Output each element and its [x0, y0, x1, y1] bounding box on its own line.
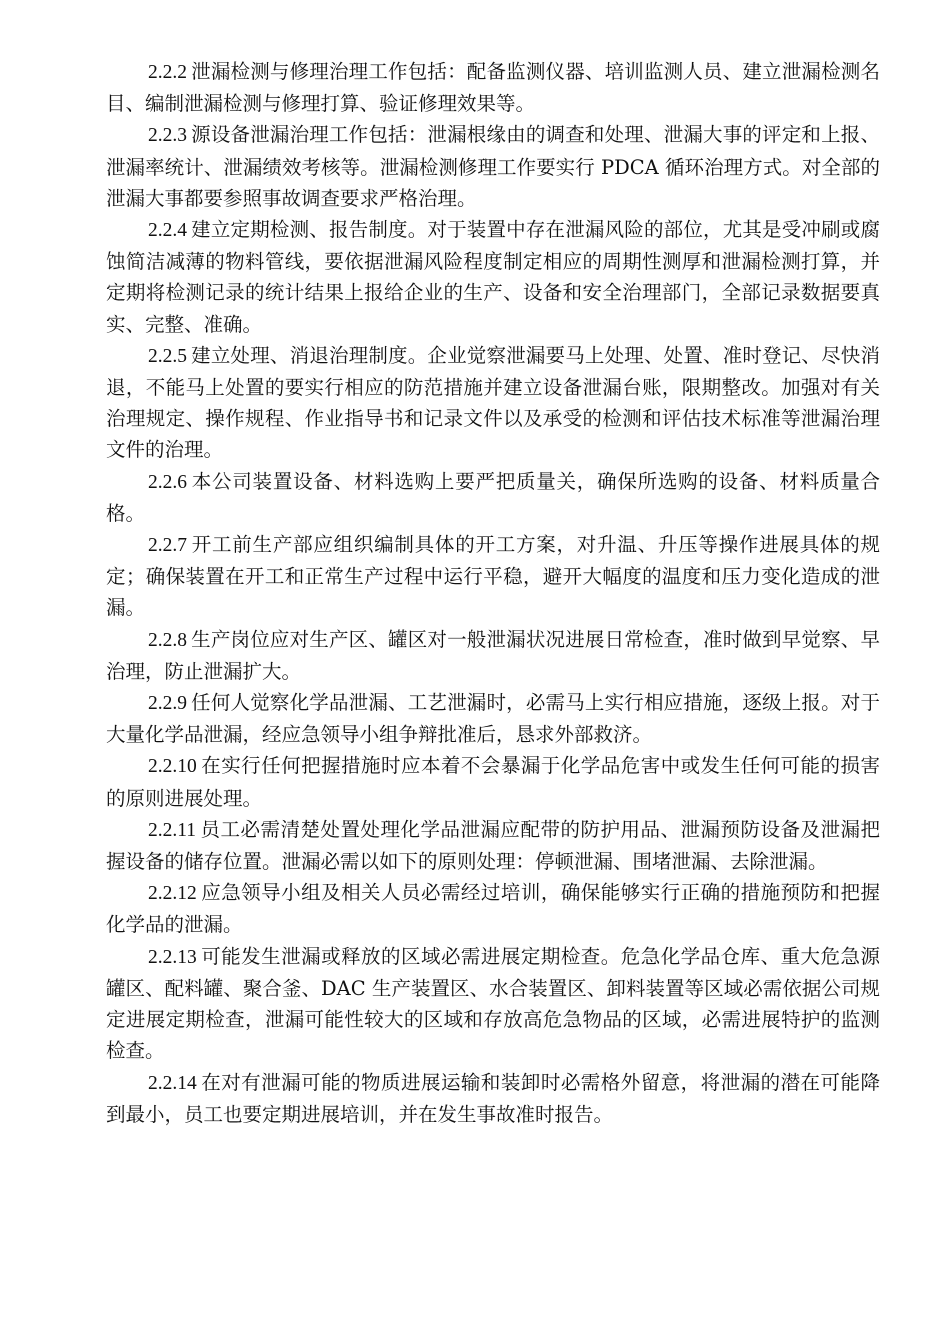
paragraph-2-2-9 — [106, 687, 880, 750]
section-number: 2.2.8 — [148, 629, 187, 651]
paragraph-2-2-11 — [106, 814, 880, 877]
paragraph-2-2-5 — [106, 340, 880, 466]
paragraph-2-2-4 — [106, 214, 880, 340]
paragraph-text: 在对有泄漏可能的物质进展运输和装卸时必需格外留意，将泄漏的潜在可能降到最小，员工也要定期进展培训，并在发生事故准时报告。 — [106, 1070, 880, 1126]
paragraph-text: 泄漏检测与修理治理工作包括：配备监测仪器、培训监测人员、建立泄漏检测名目、编制泄漏检测与修理打算、验证修理效果等。 — [106, 60, 880, 116]
paragraph-text: 生产岗位应对生产区、罐区对一般泄漏状况进展日常检查，准时做到早觉察、早治理，防止泄漏扩大。 — [106, 627, 880, 683]
paragraph-2-2-14 — [106, 1067, 880, 1130]
section-number: 2.2.3 — [148, 125, 187, 147]
paragraph-text: 在实行任何把握措施时应本着不会暴漏于化学品危害中或发生任何可能的损害的原则进展处理。 — [106, 754, 880, 810]
paragraph-text: 员工必需清楚处置处理化学品泄漏应配带的防护用品、泄漏预防设备及泄漏把握设备的储存位置。泄漏必需以如下的原则处理：停顿泄漏、围堵泄漏、去除泄漏。 — [106, 817, 880, 874]
paragraph-2-2-7 — [106, 529, 880, 624]
paragraph-2-2-6 — [106, 466, 880, 529]
section-number: 2.2.7 — [148, 535, 187, 557]
paragraph-2-2-10 — [106, 750, 880, 813]
paragraph-2-2-3 — [106, 119, 880, 214]
paragraph-2-2-13 — [106, 941, 880, 1067]
paragraph-text: 建立处理、消退治理制度。企业觉察泄漏要马上处理、处置、准时登记、尽快消退，不能马上处置的要实行相应的防范措施并建立设备泄漏台账，限期整改。加强对有关治理规定、操作规程、作业指导书和记录文件以及承受的检测和评估技术标准等泄漏治理文件的治理。 — [106, 343, 880, 462]
section-number: 2.2.4 — [148, 220, 187, 242]
section-number: 2.2.14 — [148, 1072, 197, 1094]
paragraph-text: 任何人觉察化学品泄漏、工艺泄漏时，必需马上实行相应措施，逐级上报。对于大量化学品泄漏，经应急领导小组争辩批准后，恳求外部救济。 — [106, 691, 880, 747]
section-number: 2.2.5 — [148, 345, 187, 367]
document-page — [106, 56, 880, 1130]
paragraph-2-2-12 — [106, 877, 880, 940]
paragraph-text: 建立定期检测、报告制度。对于装置中存在泄漏风险的部位，尤其是受冲刷或腐蚀简洁减薄的物料管线，要依据泄漏风险程度制定相应的周期性测厚和泄漏检测打算，并定期将检测记录的统计结果上报给企业的生产、设备和安全治理部门，全部记录数据要真实、完整、准确。 — [106, 218, 880, 336]
section-number: 2.2.10 — [148, 756, 197, 778]
section-number: 2.2.11 — [148, 819, 197, 841]
paragraph-2-2-2 — [106, 56, 880, 119]
section-number: 2.2.13 — [148, 946, 197, 968]
paragraph-text: 源设备泄漏治理工作包括：泄漏根缘由的调查和处理、泄漏大事的评定和上报、泄漏率统计、泄漏绩效考核等。泄漏检测修理工作要实行 PDCA 循环治理方式。对全部的泄漏大事都要参照事故调查要求严格治理。 — [106, 123, 880, 210]
paragraph-text: 应急领导小组及相关人员必需经过培训，确保能够实行正确的措施预防和把握化学品的泄漏。 — [106, 881, 880, 937]
section-number: 2.2.9 — [148, 693, 187, 715]
paragraph-text: 可能发生泄漏或释放的区域必需进展定期检查。危急化学品仓库、重大危急源罐区、配料罐、聚合釜、DAC 生产装置区、水合装置区、卸料装置等区域必需依据公司规定进展定期检查，泄漏可能性较大的区域和存放高危急物品的区域，必需进展特护的监测检查。 — [106, 944, 880, 1063]
paragraph-2-2-8 — [106, 624, 880, 687]
paragraph-text: 本公司装置设备、材料选购上要严把质量关，确保所选购的设备、材料质量合格。 — [106, 469, 880, 525]
section-number: 2.2.12 — [148, 883, 197, 905]
section-number: 2.2.6 — [148, 471, 187, 493]
paragraph-text: 开工前生产部应组织编制具体的开工方案，对升温、升压等操作进展具体的规定；确保装置在开工和正常生产过程中运行平稳，避开大幅度的温度和压力变化造成的泄漏。 — [106, 533, 880, 620]
section-number: 2.2.2 — [148, 62, 187, 83]
